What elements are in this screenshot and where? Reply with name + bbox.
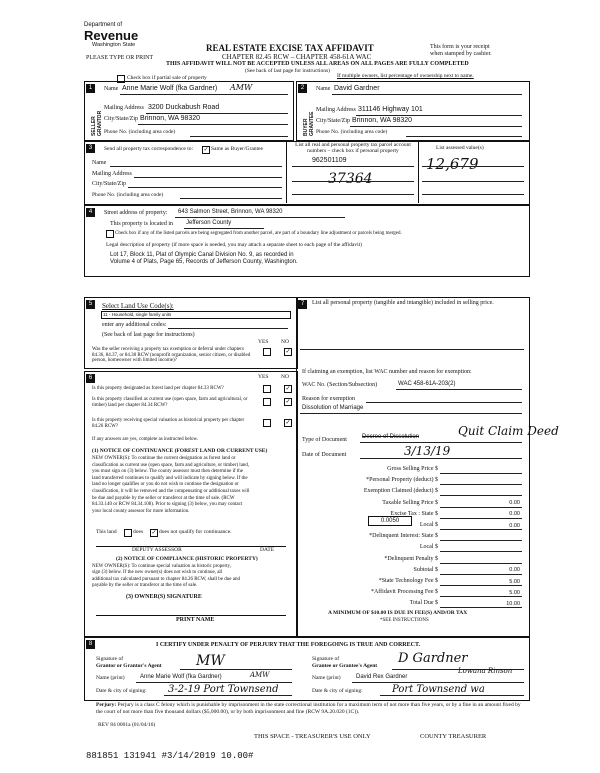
see-instructions: *SEE INSTRUCTIONS	[380, 618, 429, 623]
seller-city-label: City/State/Zip	[104, 116, 138, 122]
fee-row-label: *Personal Property (deduct) $	[366, 477, 438, 484]
doc-date-handwritten: 3/13/19	[404, 444, 451, 458]
receipt-note-1: This form is your receipt	[430, 44, 490, 50]
perjury-text: Perjury is a class C felony which is punishable by imprisonment in the state correctional institution for a maximum term of not more than five years, or by a fine in an amount fixed by the court of not more than five thousand dollars ($5,000.00), or by both imprisonment and fine (RCW 9A.20.020 (1C)).	[96, 702, 521, 715]
legal-line-2: Volume 4 of Plats, Page 65, Records of Jefferson County, Washington.	[110, 259, 298, 265]
corr-city-label: City/State/Zip	[92, 181, 126, 187]
located-label: This property is located in	[110, 221, 173, 227]
fee-row-label: *State Technology Fee $	[378, 578, 438, 584]
forest-question: Is this property designated as forest land per chapter 84.33 RCW?	[92, 386, 224, 391]
minimum-note: A MINIMUM OF $10.00 IS DUE IN FEE(S) AND/OR TAX	[328, 610, 468, 616]
grantor-printed-initials: AMW	[250, 671, 270, 679]
grantor-date-label: Date & city of signing:	[96, 688, 147, 694]
multiple-owners-note: If multiple owners, list percentage of ownership next to name.	[337, 73, 474, 79]
notice-1-line: be due and payable by the seller or transferor at the time of sale. (RCW	[92, 495, 235, 501]
fee-row-value: 5.00	[509, 589, 520, 596]
s6-yes-header: YES	[258, 374, 269, 380]
notice-2-title: (2) NOTICE OF COMPLIANCE (HISTORIC PROPERTY)	[116, 556, 258, 562]
s5-no-header: NO	[281, 339, 289, 345]
grantee-sig-label-1: Signature of	[312, 656, 340, 662]
notice-1-line: NEW OWNER(S): To continue the current designation as forest land or	[92, 456, 236, 461]
historic-yes-checkbox[interactable]	[263, 419, 271, 427]
form-warning: THIS AFFIDAVIT WILL NOT BE ACCEPTED UNLESS ALL AREAS ON ALL PAGES ARE FULLY COMPLETED	[166, 61, 469, 67]
land-use-see-back: (See back of last page for instructions)	[102, 332, 195, 338]
correspondence-label: Send all property tax correspondence to:	[104, 146, 194, 152]
forest-no-checkbox[interactable]: ✓	[285, 386, 291, 392]
current-use-yes-checkbox[interactable]	[263, 398, 271, 406]
section-5-number: 5	[86, 300, 95, 309]
fee-row-label: Total Due $	[409, 600, 438, 607]
dor-logo	[80, 22, 165, 58]
logo-line-2: Revenue	[84, 28, 139, 43]
exemption-question: Was the seller receiving a property tax exemption or deferral under chapters 84.36, 84.37, or 84.38 RCW (nonprofit organization, senior citizen, or disabled person, homeowner with limited income)?	[92, 347, 251, 364]
additional-codes-label: enter any additional codes:	[102, 322, 167, 328]
grantor-sig-label-2: Grantor or Grantor's Agent	[96, 663, 162, 669]
seller-name: Anne Marie Wolf (fka Gardner)	[122, 85, 218, 92]
land-does-checkbox[interactable]	[124, 529, 132, 537]
owner-signature-label: (3) OWNER(S) SIGNATURE	[126, 594, 202, 600]
street-address: 643 Salmon Street, Brinnon, WA 98320	[178, 209, 283, 215]
fee-row-label: Taxable Selling Price $	[382, 499, 438, 506]
grantor-sig-label-1: Signature of	[96, 656, 124, 662]
deputy-assessor-label: DEPUTY ASSESSOR	[132, 547, 182, 553]
historic-no-checkbox[interactable]: ✓	[285, 420, 291, 426]
seller-phone-label: Phone No. (including area code)	[104, 129, 176, 135]
buyer-city: Brinnon, WA 98320	[352, 117, 413, 124]
notice-1-line: classification as current use (open space, farm and agriculture, or timber) land,	[92, 462, 250, 468]
logo-line-3: Washington State	[92, 42, 136, 48]
notice-1-line: classification, it will be removed and the compensating or additional taxes will	[92, 488, 250, 494]
parcel-number: 962501109	[312, 157, 347, 164]
grantor-name-label: Name (print)	[96, 675, 125, 681]
fee-row-label: *Delinquent Penalty $	[384, 555, 438, 562]
fee-row-label: Exemption Claimed (deduct) $	[363, 488, 438, 495]
notice-2-line: payable by the seller or transferor at the time of sale.	[92, 583, 198, 589]
notice-2-line: sign (3) below. If the new owner(s) does not wish to continue, all	[92, 570, 223, 576]
assessed-handwritten: 12,679	[426, 155, 479, 173]
legal-line-1: Lot 17, Block 11, Plat of Olympic Canal Division No. 9, as recorded in	[110, 252, 294, 258]
buyer-mailing: 311146 Highway 101	[358, 106, 423, 113]
local-rate-box: 0.0050	[368, 516, 412, 526]
forest-yes-checkbox[interactable]	[263, 385, 271, 393]
fee-row-value: 0.00	[509, 522, 520, 529]
form-subtitle: CHAPTER 82.45 RCW – CHAPTER 458-61A WAC	[222, 53, 372, 61]
grantee-name-label: Name (print)	[312, 675, 341, 681]
type-or-print: PLEASE TYPE OR PRINT	[86, 55, 154, 61]
parcel-handwritten: 37364	[328, 171, 373, 187]
section-2-number: 2	[298, 84, 307, 93]
reason-label: Reason for exemption	[302, 396, 355, 402]
fee-row-label: Subtotal $	[413, 566, 438, 573]
corr-name-label: Name	[92, 160, 107, 166]
same-as-buyer-checkbox[interactable]: ✓	[203, 147, 209, 153]
exemption-no-checkbox[interactable]: ✓	[285, 349, 291, 355]
fee-row-label: Local $	[419, 522, 438, 528]
section-3-number: 3	[86, 144, 95, 153]
same-as-buyer-label: Same as Buyer/Grantee	[211, 146, 263, 152]
reason-value: Dissolution of Marriage	[302, 405, 364, 411]
land-use-label: Select Land Use Code(s):	[102, 302, 174, 310]
fee-row-label: Excise Tax : State $	[390, 510, 438, 517]
notice-1-title: (1) NOTICE OF CONTINUANCE (FOREST LAND OR CURRENT USE)	[92, 448, 268, 454]
fee-row-label: Gross Selling Price $	[387, 466, 438, 472]
buyer-name-label: Name	[316, 86, 331, 92]
land-use-value: 11 - Household, single family units	[103, 312, 172, 317]
does-label: does	[133, 529, 144, 535]
notice-2-line: additional tax calculated pursuant to chapter 84.26 RCW, shall be due and	[92, 576, 240, 582]
county-treasurer-label: COUNTY TREASURER	[420, 733, 487, 740]
fee-row-value: 0.00	[509, 511, 520, 518]
buyer-mailing-label: Mailing Address	[316, 107, 356, 113]
doc-type-struck: Decree of Dissolution	[362, 434, 420, 440]
parcel-header: List all real and personal property tax parcel account numbers – check box if personal property	[295, 142, 411, 154]
form-title: REAL ESTATE EXCISE TAX AFFIDAVIT	[206, 43, 374, 53]
personal-property-label: List all personal property (tangible and intangible) included in selling price.	[312, 300, 494, 306]
fee-row-value: 0.00	[509, 500, 520, 507]
fee-row-label: Local $	[419, 544, 438, 551]
fee-row-value: 0.00	[509, 567, 520, 574]
doc-type-label: Type of Document	[302, 437, 347, 443]
s6-no-header: NO	[281, 374, 289, 380]
grantee-sig-label-2: Grantee or Grantee's Agent	[312, 663, 378, 669]
seller-city: Brinnon, WA 98320	[140, 115, 201, 122]
seller-mailing: 3200 Duckabush Road	[148, 104, 220, 111]
located-county: Jefferson County	[186, 220, 232, 226]
wac-label: WAC No. (Section/Subsection)	[302, 382, 378, 388]
revision: REV 84 0001a (01/04/16)	[98, 722, 156, 728]
grantee-printed-name: David Rex Gardner	[356, 674, 408, 680]
perjury-bold: Perjury:	[96, 702, 117, 708]
fee-row-value: 5.00	[509, 578, 520, 585]
fee-row-value: 10.00	[506, 600, 520, 607]
notice-1-line: land transferred continues to qualify and will indicate by signing below. If the	[92, 475, 248, 481]
grantee-date-label: Date & city of signing:	[312, 688, 363, 694]
section-7-number: 7	[298, 300, 307, 309]
grantee-handwritten-name: Lowana Rinson	[458, 667, 513, 675]
legal-label: Legal description of property (if more space is needed, you may attach a separate sheet to each page of the affidavit)	[106, 242, 362, 248]
partial-sale-label: Check box if partial sale of property	[127, 75, 207, 81]
segregated-label: Check box if any of the listed parcels are being segregated from another parcel, are part of a boundary line adjustment or parcels being merged.	[115, 231, 402, 236]
seller-name-label: Name	[104, 86, 119, 92]
section-6-number: 6	[86, 374, 95, 383]
grantor-date-city: 3-2-19 Port Townsend	[168, 684, 279, 695]
seller-mailing-label: Mailing Address	[104, 105, 144, 111]
s5-yes-header: YES	[258, 339, 269, 345]
claiming-label: If claiming an exemption, list WAC number and reason for exemption:	[302, 369, 472, 375]
logo-line-1: Department of	[84, 22, 123, 28]
buyer-phone-label: Phone No. (including area code)	[316, 129, 388, 135]
notice-2-body	[92, 564, 294, 590]
notice-1-body	[92, 456, 294, 515]
buyer-city-label: City/State/Zip	[316, 118, 350, 124]
historic-question: Is this property receiving special valuation as historical property per chapter 84.26 RCW?	[92, 418, 245, 429]
corr-mailing-label: Mailing Address	[92, 171, 132, 177]
fee-row-label: *Affidavit Processing Fee $	[370, 589, 438, 596]
notice-1-line: land no longer qualifies or you do not wish to continue the designation or	[92, 482, 239, 488]
receipt-note-2: when stamped by cashier.	[430, 51, 492, 57]
recording-stamp: 881851 131941 #3/14/2019 10.00#	[86, 751, 254, 761]
exemption-yes-checkbox[interactable]	[263, 348, 271, 356]
perjury-notice	[96, 702, 526, 715]
seller-side-label: SELLER GRANTOR	[91, 110, 103, 136]
doc-type-handwritten: Quit Claim Deed	[458, 424, 559, 438]
section-8-number: 8	[86, 640, 95, 649]
grantee-date-city: Port Townsend wa	[392, 684, 485, 695]
doc-date-label: Date of Document	[302, 452, 347, 458]
land-does-not-checkbox[interactable]: ✓	[151, 530, 157, 536]
assessed-header: List assessed value(s)	[436, 145, 484, 151]
section-1-number: 1	[86, 84, 95, 93]
print-name-label: PRINT NAME	[176, 617, 215, 623]
corr-phone-label: Phone No. (including area code)	[92, 192, 164, 198]
section-4-number: 4	[86, 208, 95, 217]
grantor-signature: MW	[196, 653, 225, 669]
this-land-label: This land	[96, 529, 117, 535]
seller-initials: AMW	[230, 83, 253, 92]
street-label: Street address of property:	[104, 210, 168, 216]
current-use-question: Is this property classified as current use (open space, farm and agricultural, or timber) land per chapter 84.34 RCW?	[92, 397, 248, 408]
land-use-field[interactable]	[101, 311, 291, 319]
notice-2-line: NEW OWNER(S): To continue special valuation as historic property,	[92, 564, 231, 569]
current-use-no-checkbox[interactable]: ✓	[285, 399, 291, 405]
notice-1-line: you must sign on (3) below. The county assessor must then determine if the	[92, 469, 243, 475]
certify-statement: I CERTIFY UNDER PENALTY OF PERJURY THAT THE FOREGOING IS TRUE AND CORRECT.	[156, 642, 421, 648]
see-back-note: (See back of last page for instructions)	[245, 68, 330, 74]
segregated-checkbox[interactable]	[106, 230, 114, 238]
any-yes-note: If any answers are yes, complete as instructed below.	[92, 437, 199, 442]
notice-1-line: 84.33.140 or RCW 84.34.108). Prior to signing (3) below, you may contact	[92, 502, 243, 508]
does-not-label: does not qualify for continuance.	[159, 529, 232, 535]
buyer-side-label: BUYER GRANTEE	[303, 111, 315, 136]
grantor-printed-name: Anne Marie Wolf (fka Gardner)	[140, 674, 222, 680]
grantee-signature: D Gardner	[398, 651, 468, 666]
notice-1-line: your local county assessor for more information.	[92, 508, 190, 514]
wac-number: WAC 458-61A-203(2)	[398, 381, 456, 387]
buyer-name: David Gardner	[334, 85, 380, 92]
fee-row-label: *Delinquent Interest: State $	[369, 533, 438, 540]
treasurer-use-only: THIS SPACE - TREASURER'S USE ONLY	[254, 733, 371, 740]
deputy-date-label: DATE	[260, 547, 275, 553]
